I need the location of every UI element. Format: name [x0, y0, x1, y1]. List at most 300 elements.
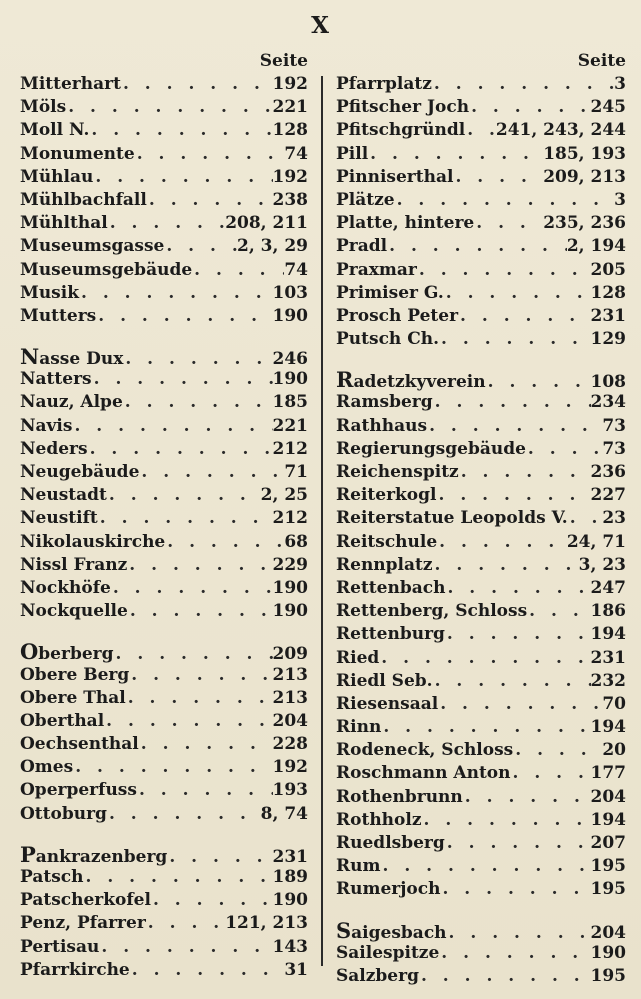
index-pages: 186: [590, 601, 626, 622]
index-term: Mitterhart: [20, 74, 121, 94]
index-term: Regierungsgebäude: [336, 438, 526, 459]
index-term: Museumsgasse: [20, 236, 165, 257]
leader-dots: [417, 259, 591, 282]
leader-dots: [453, 166, 543, 189]
index-entry: [336, 438, 626, 461]
leader-dots: [127, 554, 272, 577]
index-pages: 23: [602, 508, 626, 529]
index-term: Oberthal: [20, 710, 105, 731]
leader-dots: [439, 328, 590, 351]
index-pages: 194: [590, 809, 626, 830]
index-entry: [336, 189, 626, 212]
index-pages: 190: [272, 601, 308, 622]
index-term: Rathhaus: [336, 415, 428, 436]
leader-dots: [527, 600, 590, 623]
index-entry: [20, 166, 308, 189]
index-pages: 235, 236: [543, 213, 626, 234]
index-term: Nockquelle: [20, 601, 128, 622]
index-entry: [20, 866, 308, 889]
index-term: Reiterkogl: [336, 485, 437, 506]
leader-dots: [437, 484, 591, 507]
index-entry: [336, 832, 626, 855]
index-entry: [336, 670, 626, 693]
index-pages: 192: [272, 74, 308, 94]
index-term: Prosch Peter: [336, 305, 459, 326]
index-pages: 121, 213: [225, 913, 308, 934]
index-entry: [336, 623, 626, 646]
index-pages: 241, 243, 244: [495, 120, 626, 141]
index-term: Salzberg: [336, 965, 419, 986]
index-term: Oechsenthal: [20, 734, 139, 755]
index-entry: [20, 756, 308, 779]
index-pages: 2, 194: [566, 236, 626, 257]
index-entry: [336, 282, 626, 305]
index-pages: 189: [272, 867, 308, 887]
index-term: Pradl: [336, 236, 388, 257]
leader-dots: [445, 577, 590, 600]
index-entry: [336, 739, 626, 762]
index-term: Ramsberg: [336, 392, 433, 413]
index-entry: [20, 936, 308, 959]
index-entry: [20, 119, 308, 142]
group-separator: [336, 351, 626, 368]
index-term: Patsch: [20, 867, 84, 887]
leader-dots: [139, 733, 273, 756]
index-entry: [20, 368, 308, 391]
index-pages: 195: [590, 965, 626, 986]
leader-dots: [380, 855, 590, 878]
index-pages: 221: [272, 97, 308, 118]
index-entry: [20, 259, 308, 282]
index-entry: [20, 779, 308, 802]
leader-dots: [395, 189, 615, 212]
index-term: Plätze: [336, 189, 395, 210]
index-entry: [336, 762, 626, 785]
index-term: Riedl Seb.: [336, 670, 433, 691]
index-entry: [20, 600, 308, 623]
index-pages: 213: [272, 687, 308, 708]
index-pages: 193: [272, 780, 308, 801]
index-pages: 185: [272, 392, 308, 413]
leader-dots: [433, 391, 591, 414]
group-initial-rest: aigesbach: [351, 922, 447, 943]
group-separator: [20, 328, 308, 345]
leader-dots: [381, 716, 590, 739]
leader-dots: [107, 803, 261, 826]
index-pages: 74: [284, 259, 308, 280]
index-pages: 209: [272, 644, 308, 665]
index-term: Monumente: [20, 143, 135, 164]
index-pages: 231: [590, 647, 626, 668]
index-entry: [336, 166, 626, 189]
index-entry: [336, 119, 626, 142]
index-entry: [336, 855, 626, 878]
index-term: Navis: [20, 415, 73, 436]
group-initial: P: [20, 841, 36, 867]
leader-dots: [139, 461, 284, 484]
left-entries: [20, 73, 308, 982]
leader-dots: [92, 368, 273, 391]
index-entry: [20, 438, 308, 461]
index-entry: [336, 600, 626, 623]
leader-dots: [111, 577, 273, 600]
index-pages: 194: [590, 717, 626, 738]
index-term: Neders: [20, 438, 88, 459]
index-term: Operperfuss: [20, 780, 137, 801]
index-term: Reiterstatue Leopolds V.: [336, 508, 568, 529]
index-term: Museumsgebäude: [20, 259, 193, 280]
index-entry: [20, 959, 308, 982]
leader-dots: [444, 282, 591, 305]
index-entry: [336, 73, 626, 96]
index-term: Rothenbrunn: [336, 786, 463, 807]
index-term: Rum: [336, 856, 381, 877]
index-term: Pinniserthal: [336, 166, 454, 187]
index-term: Praxmar: [336, 259, 417, 280]
page-number: X: [311, 12, 330, 39]
leader-dots: [368, 143, 543, 166]
index-term: Nissl Franz: [20, 554, 128, 575]
index-entry: [20, 484, 308, 507]
index-term: Reichenspitz: [336, 462, 459, 482]
index-pages: 24, 71: [566, 531, 626, 552]
group-initial-rest: berberg: [38, 644, 114, 665]
group-initial-rest: adetzkyverein: [353, 372, 486, 393]
column-rule: [321, 76, 323, 966]
index-term: Rettenberg, Schloss: [336, 601, 528, 622]
right-column-header: Seite: [577, 51, 626, 71]
index-term: Sailespitze: [336, 942, 440, 963]
index-term: Neustift: [20, 508, 98, 529]
index-entry: [20, 282, 308, 305]
index-entry: [20, 345, 308, 368]
index-pages: 207: [590, 833, 626, 853]
index-pages: 190: [272, 305, 308, 326]
index-pages: 8, 74: [260, 803, 308, 824]
index-entry: [336, 461, 626, 484]
leader-dots: [89, 119, 272, 142]
index-pages: 192: [272, 757, 308, 778]
index-term: Rettenburg: [336, 624, 445, 645]
index-entry: [336, 391, 626, 414]
index-term: Möls: [20, 97, 67, 118]
group-initial-rest: asse Dux: [39, 349, 124, 370]
index-term: Mutters: [20, 305, 97, 326]
index-entry: [336, 809, 626, 832]
index-term: Ruedlsberg: [336, 833, 445, 853]
index-entry: [336, 305, 626, 328]
leader-dots: [146, 912, 225, 935]
index-term: Rettenbach: [336, 577, 446, 598]
leader-dots: [511, 762, 591, 785]
index-pages: 185, 193: [543, 143, 626, 164]
index-term: Ried: [336, 647, 380, 668]
index-term: Riesensaal: [336, 693, 439, 714]
leader-dots: [568, 507, 603, 530]
group-separator: [20, 623, 308, 640]
index-term: Primiser G.: [336, 282, 444, 303]
index-term: Pfitschgründl: [336, 120, 466, 141]
leader-dots: [459, 461, 591, 484]
group-initial: N: [20, 344, 40, 370]
index-pages: 209, 213: [543, 166, 626, 187]
index-term: Neustadt: [20, 485, 107, 506]
index-entry: [336, 368, 626, 391]
index-pages: 238: [272, 189, 308, 210]
index-pages: 2, 25: [260, 485, 308, 506]
leader-dots: [147, 189, 273, 212]
index-entry: [336, 786, 626, 809]
leader-dots: [463, 786, 591, 809]
index-entry: [20, 687, 308, 710]
index-term: Ottoburg: [20, 803, 107, 824]
index-pages: 190: [272, 369, 308, 390]
index-pages: 177: [590, 763, 626, 784]
index-entry: [336, 965, 626, 988]
index-pages: 232: [590, 670, 626, 691]
leader-dots: [439, 942, 590, 965]
index-term: Neugebäude: [20, 462, 140, 482]
leader-dots: [129, 664, 272, 687]
index-term: Nauz, Alpe: [20, 392, 123, 413]
leader-dots: [165, 531, 284, 554]
leader-dots: [445, 623, 591, 646]
index-pages: 212: [272, 508, 308, 529]
index-pages: 213: [272, 664, 308, 685]
index-pages: 231: [590, 305, 626, 326]
leader-dots: [474, 212, 543, 235]
index-entry: [20, 143, 308, 166]
index-term: Reitschule: [336, 531, 438, 552]
leader-dots: [513, 739, 602, 762]
index-entry: [336, 415, 626, 438]
index-pages: 190: [590, 942, 626, 963]
index-entry: [20, 507, 308, 530]
index-pages: 20: [602, 740, 626, 761]
index-pages: 228: [272, 734, 308, 755]
index-pages: 71: [284, 462, 308, 482]
index-entry: [20, 189, 308, 212]
index-entry: [336, 143, 626, 166]
leader-dots: [419, 965, 591, 988]
index-term: Mühlbachfall: [20, 189, 147, 210]
index-entry: [20, 96, 308, 119]
index-pages: 204: [590, 786, 626, 807]
index-entry: [20, 531, 308, 554]
leader-dots: [433, 670, 591, 693]
index-term: Platte, hintere: [336, 213, 475, 234]
leader-dots: [104, 710, 272, 733]
leader-dots: [126, 687, 273, 710]
index-entry: [336, 212, 626, 235]
leader-dots: [192, 259, 284, 282]
group-separator: [336, 902, 626, 919]
index-pages: 227: [590, 485, 626, 506]
index-pages: 74: [284, 143, 308, 164]
leader-dots: [66, 96, 272, 119]
group-initial: O: [20, 639, 39, 665]
index-term: Rodeneck, Schloss: [336, 740, 514, 761]
right-column: [336, 50, 626, 988]
index-entry: [336, 531, 626, 554]
index-pages: 234: [590, 392, 626, 413]
leader-dots: [93, 166, 272, 189]
index-entry: [20, 664, 308, 687]
index-entry: [20, 212, 308, 235]
index-pages: 192: [272, 166, 308, 187]
index-pages: 195: [590, 879, 626, 900]
index-entry: [20, 733, 308, 756]
index-entry: [20, 843, 308, 866]
leader-dots: [128, 600, 273, 623]
index-pages: 70: [602, 693, 626, 714]
index-entry: [20, 305, 308, 328]
index-term: Moll N.: [20, 120, 90, 141]
leader-dots: [422, 809, 591, 832]
index-entry: [20, 461, 308, 484]
leader-dots: [79, 282, 273, 305]
leader-dots: [437, 531, 567, 554]
leader-dots: [123, 391, 273, 414]
index-entry: [336, 259, 626, 282]
index-entry: [20, 235, 308, 258]
index-pages: 190: [272, 577, 308, 598]
index-pages: 204: [272, 710, 308, 731]
index-pages: 236: [590, 462, 626, 482]
index-entry: [20, 415, 308, 438]
index-pages: 143: [272, 936, 308, 957]
index-entry: [336, 693, 626, 716]
index-entry: [20, 710, 308, 733]
index-term: Pfarrplatz: [336, 74, 432, 94]
group-initial: S: [336, 917, 352, 943]
index-pages: 128: [590, 282, 626, 303]
index-pages: 108: [590, 372, 626, 393]
index-pages: 2, 3, 29: [237, 236, 308, 257]
leader-dots: [379, 647, 590, 670]
leader-dots: [121, 73, 273, 96]
index-entry: [336, 235, 626, 258]
index-pages: 247: [590, 577, 626, 598]
index-term: Nikolauskirche: [20, 531, 166, 552]
index-term: Roschmann Anton: [336, 763, 511, 784]
leader-dots: [108, 212, 226, 235]
index-pages: 103: [272, 282, 308, 303]
index-entry: [336, 716, 626, 739]
group-initial-rest: ankrazenberg: [35, 846, 168, 867]
index-term: Nockhöfe: [20, 577, 111, 598]
index-entry: [20, 391, 308, 414]
index-pages: 190: [272, 890, 308, 911]
leader-dots: [98, 507, 273, 530]
index-pages: 245: [590, 97, 626, 118]
index-pages: 128: [272, 120, 308, 141]
index-entry: [336, 328, 626, 351]
left-column: [20, 50, 308, 982]
index-pages: 31: [284, 959, 308, 980]
leader-dots: [83, 866, 272, 889]
group-separator: [20, 826, 308, 843]
index-entry: [336, 577, 626, 600]
index-term: Omes: [20, 757, 74, 778]
index-term: Rumerjoch: [336, 879, 441, 900]
leader-dots: [427, 415, 602, 438]
leader-dots: [99, 936, 272, 959]
index-pages: 73: [602, 438, 626, 459]
leader-dots: [96, 305, 272, 328]
index-pages: 208, 211: [225, 213, 308, 234]
index-entry: [336, 919, 626, 942]
leader-dots: [458, 305, 590, 328]
index-term: Rennplatz: [336, 554, 433, 575]
left-column-header: Seite: [259, 51, 308, 71]
index-pages: 194: [590, 624, 626, 645]
leader-dots: [526, 438, 602, 461]
index-entry: [20, 889, 308, 912]
leader-dots: [438, 693, 602, 716]
index-pages: 3: [614, 189, 626, 210]
index-term: Pertisau: [20, 936, 100, 957]
leader-dots: [465, 119, 496, 142]
index-entry: [20, 803, 308, 826]
index-entry: [336, 942, 626, 965]
index-term: Pill: [336, 143, 369, 164]
index-term: Pfarrkirche: [20, 959, 130, 980]
index-pages: 246: [272, 349, 308, 370]
index-term: Musik: [20, 282, 79, 303]
index-term: Rinn: [336, 717, 382, 738]
leader-dots: [433, 554, 579, 577]
index-entry: [20, 577, 308, 600]
index-pages: 204: [590, 922, 626, 943]
index-pages: 129: [590, 329, 626, 350]
index-term: Penz, Pfarrer: [20, 913, 146, 934]
index-entry: [20, 73, 308, 96]
group-initial: R: [336, 367, 354, 393]
index-pages: 68: [284, 531, 308, 552]
index-entry: [336, 554, 626, 577]
index-entry: [336, 647, 626, 670]
leader-dots: [440, 878, 590, 901]
index-term: Obere Berg: [20, 664, 130, 685]
index-term: Obere Thal: [20, 687, 126, 708]
index-entry: [336, 878, 626, 901]
index-pages: 212: [272, 438, 308, 459]
index-entry: [336, 484, 626, 507]
leader-dots: [469, 96, 590, 119]
index-pages: 229: [272, 554, 308, 575]
index-entry: [20, 554, 308, 577]
leader-dots: [432, 73, 614, 96]
index-term: Pfitscher Joch: [336, 97, 470, 118]
index-entry: [20, 640, 308, 663]
leader-dots: [72, 415, 272, 438]
leader-dots: [135, 143, 285, 166]
leader-dots: [137, 779, 273, 802]
index-pages: 195: [590, 856, 626, 877]
index-pages: 205: [590, 259, 626, 280]
index-pages: 73: [602, 415, 626, 436]
index-term: Patscherkofel: [20, 890, 151, 911]
index-entry: [336, 507, 626, 530]
index-pages: 3: [614, 74, 626, 94]
index-pages: 231: [272, 846, 308, 867]
index-term: Rothholz: [336, 809, 422, 830]
index-pages: 3, 23: [578, 554, 626, 575]
index-pages: 221: [272, 415, 308, 436]
leader-dots: [107, 484, 261, 507]
leader-dots: [73, 756, 272, 779]
